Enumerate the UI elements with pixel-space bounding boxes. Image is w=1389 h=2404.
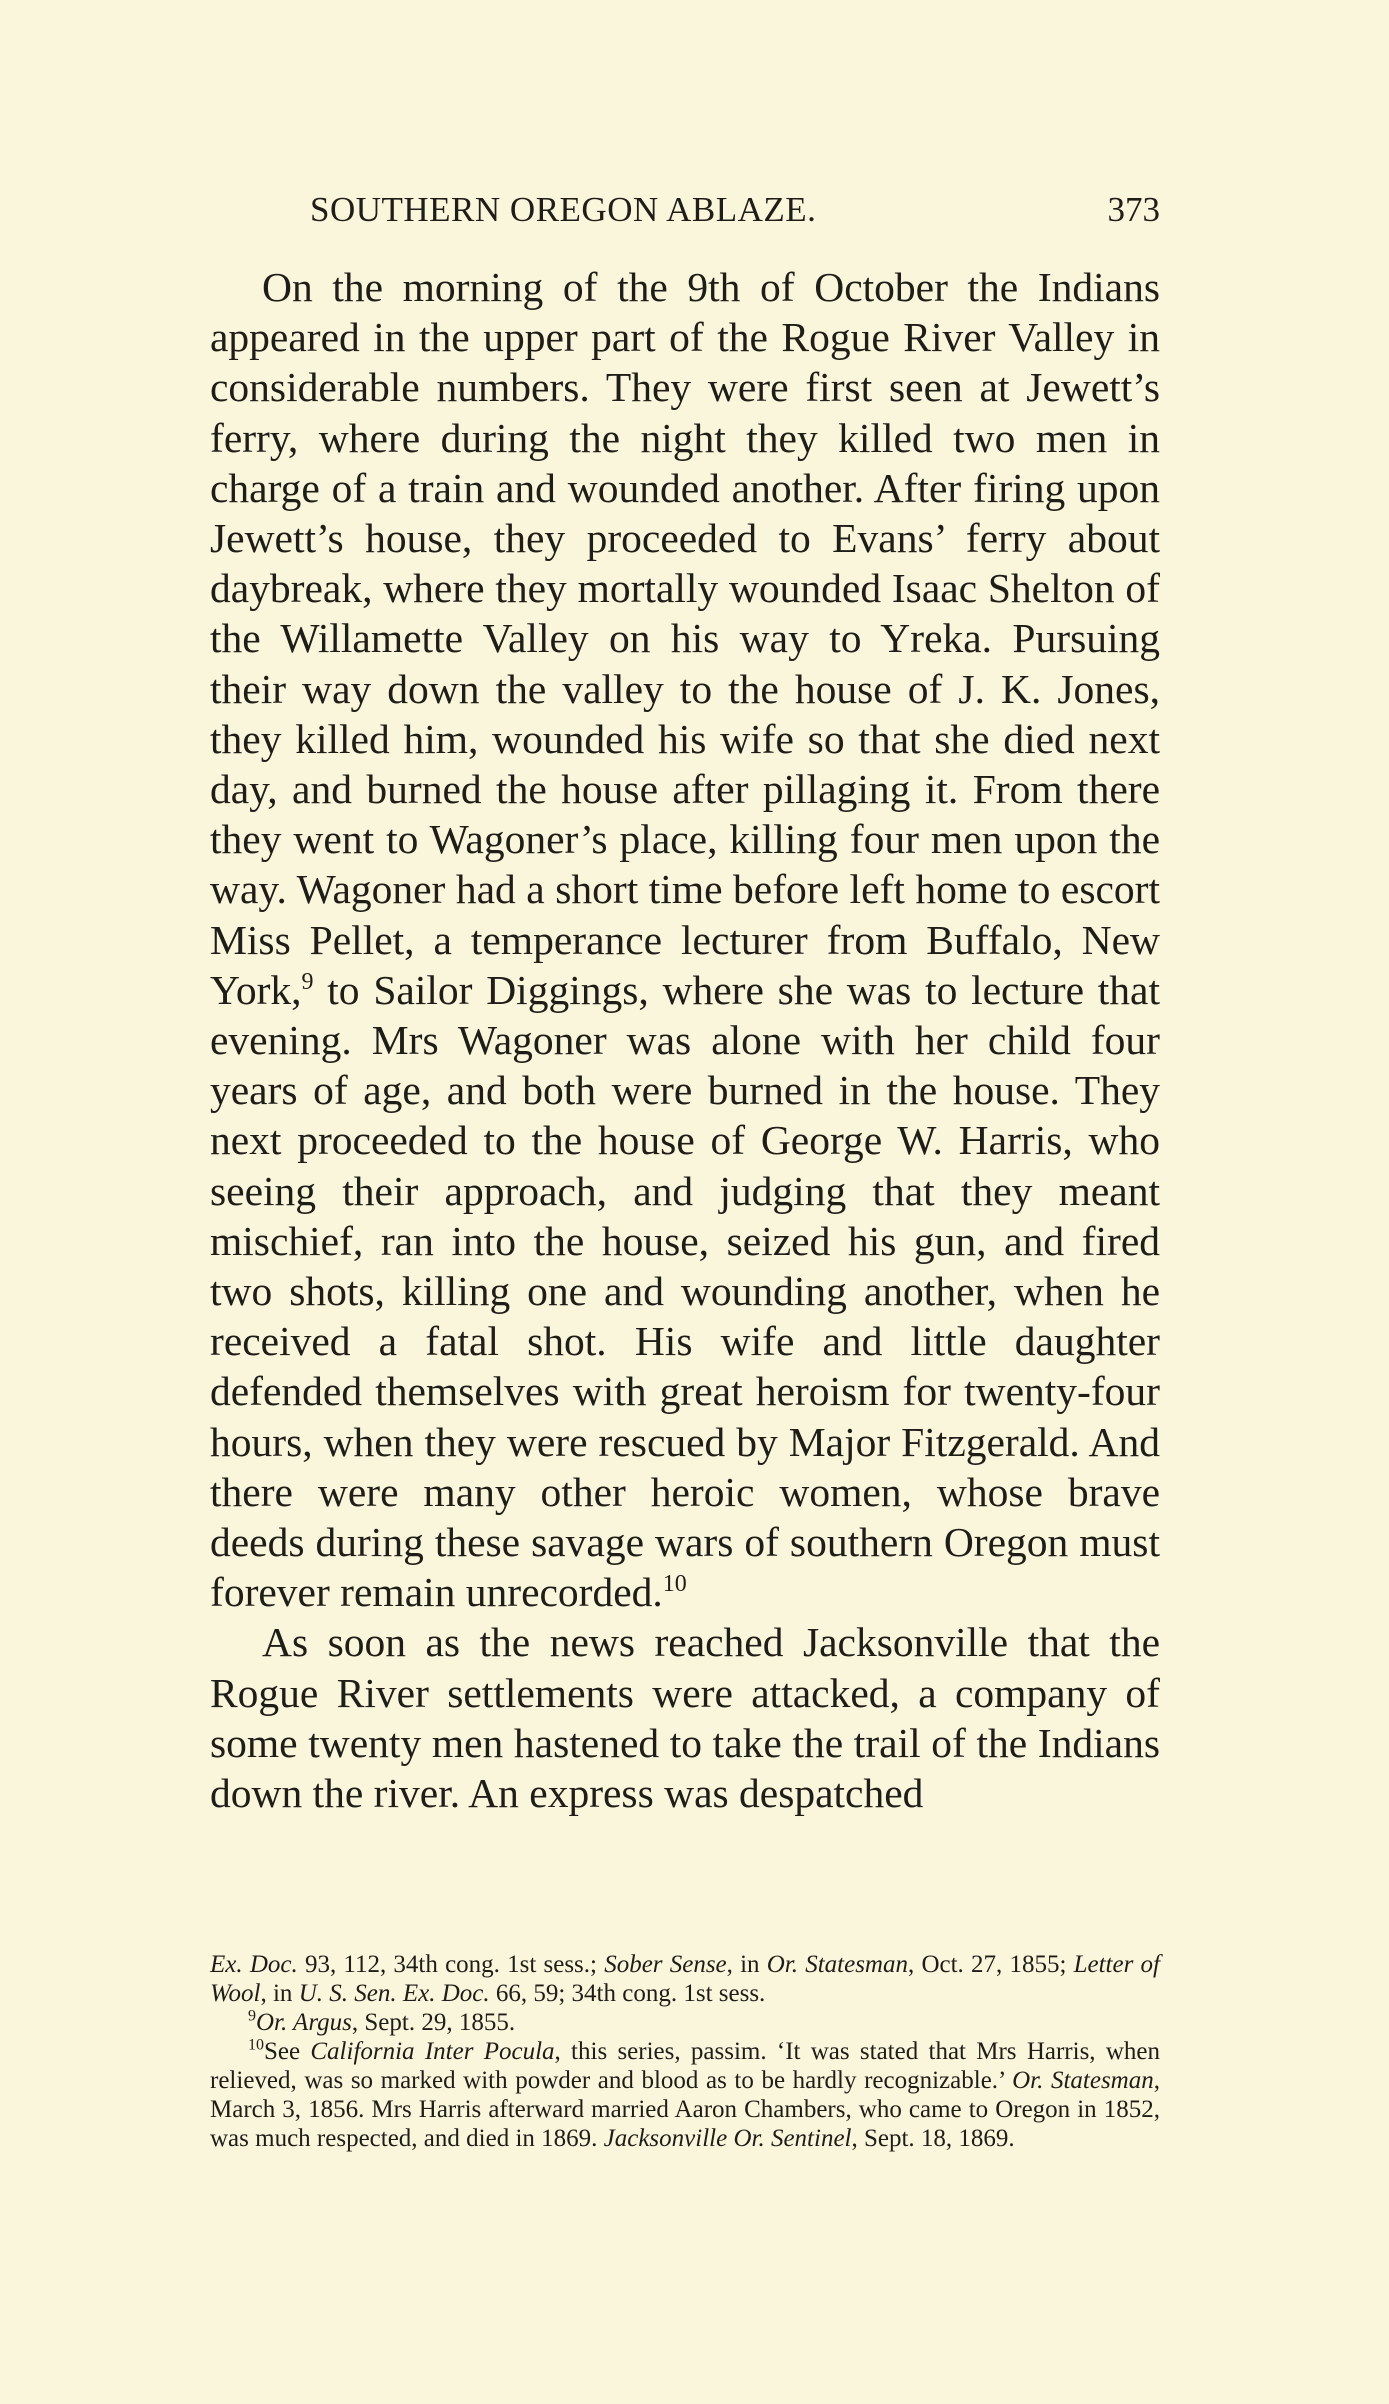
fn-cont-t4: , in bbox=[726, 1951, 767, 1978]
fn10-t7: , Sept. 18, 1869. bbox=[851, 2125, 1015, 2152]
fn9-t1: Or. Argus bbox=[256, 2009, 352, 2036]
paragraph-1-part-b: to Sailor Diggings, where she was to lecture that evening. Mrs Wagoner was alone with her child four years of age, and both were burned in the house. They next proceeded to the house of George W. Harris, who seeing their approach, and judging that they meant mischief, ran into the house, seized his gun, and fired two shots, killing one and wounding another, when he received a fatal shot. His wife and little daughter defended themselves with great heroism for twenty-four hours, when they were rescued by Major Fitzgerald. And there were many other heroic women, whose brave deeds during these savage wars of southern Oregon must forever remain unrecorded. bbox=[210, 966, 1160, 1616]
footnote-10-number: 10 bbox=[248, 2036, 264, 2054]
fn-cont-t5: Or. Statesman bbox=[766, 1951, 908, 1978]
fn-cont-t7: Letter of Wool bbox=[210, 1951, 1160, 2007]
fn-cont-t10: 66, 59; 34th cong. 1st sess. bbox=[489, 1980, 766, 2007]
page-header bbox=[310, 185, 1160, 235]
footnotes bbox=[210, 1950, 1160, 2153]
fn-cont-t6: , Oct. 27, 1855; bbox=[908, 1951, 1074, 1978]
paragraph-1 bbox=[210, 262, 1160, 1617]
footnote-9-number: 9 bbox=[248, 2007, 256, 2025]
footnote-9 bbox=[210, 2008, 1160, 2037]
footnote-10 bbox=[210, 2037, 1160, 2153]
page-number: 373 bbox=[1107, 190, 1160, 229]
fn10-t1: See bbox=[264, 2038, 311, 2065]
fn10-t6: Jacksonville Or. Sentinel bbox=[603, 2125, 852, 2152]
fn10-t3: , this series, passim. ‘It was stated that Mrs Harris, when relieved, was so marked with powder and blood as to be hardly recognizable.’ bbox=[210, 2038, 1160, 2094]
footnote-ref-10: 10 bbox=[662, 1571, 687, 1598]
running-title: SOUTHERN OREGON ABLAZE. bbox=[310, 190, 817, 229]
fn-cont-t2: 93, 112, 34th cong. 1st sess.; bbox=[297, 1951, 605, 1978]
fn-cont-t8: , in bbox=[260, 1980, 299, 2007]
footnote-continued bbox=[210, 1950, 1160, 2008]
fn9-t2: , Sept. 29, 1855. bbox=[351, 2009, 516, 2036]
body-text bbox=[210, 262, 1160, 1818]
fn-cont-t1: Ex. Doc. bbox=[210, 1951, 298, 1978]
paragraph-1-part-a: On the morning of the 9th of October the Indians appeared in the upper part of the Rogue River Valley in considerable numbers. They were first seen at Jewett’s ferry, where during the night they killed two men in charge of a train and wounded another. After firing upon Jewett’s house, they proceeded to Evans’ ferry about daybreak, where they mortally wounded Isaac Shelton of the Willamette Valley on his way to Yreka. Pursuing their way down the valley to the house of J. K. Jones, they killed him, wounded his wife so that she died next day, and burned the house after pillaging it. From there they went to Wagoner’s place, killing four men upon the way. Wagoner had a short time before left home to escort Miss Pellet, a temperance lecturer from Buffalo, New York, bbox=[210, 264, 1160, 1013]
paragraph-2: As soon as the news reached Jacksonville that the Rogue River settlements were attacked, a company of some twenty men hastened to take the trail of the Indians down the river. An express was despatched bbox=[210, 1619, 1160, 1817]
footnote-ref-9: 9 bbox=[301, 969, 314, 996]
fn10-t5: , March 3, 1856. Mrs Harris afterward married Aaron Chambers, who came to Oregon in 1852, was much respected, and died in 1869. bbox=[210, 2067, 1160, 2152]
fn-cont-t9: U. S. Sen. Ex. Doc. bbox=[298, 1980, 490, 2007]
fn10-t2: California Inter Pocula bbox=[310, 2038, 555, 2065]
fn-cont-t3: Sober Sense bbox=[604, 1951, 727, 1978]
fn10-t4: Or. Statesman bbox=[1012, 2067, 1154, 2094]
